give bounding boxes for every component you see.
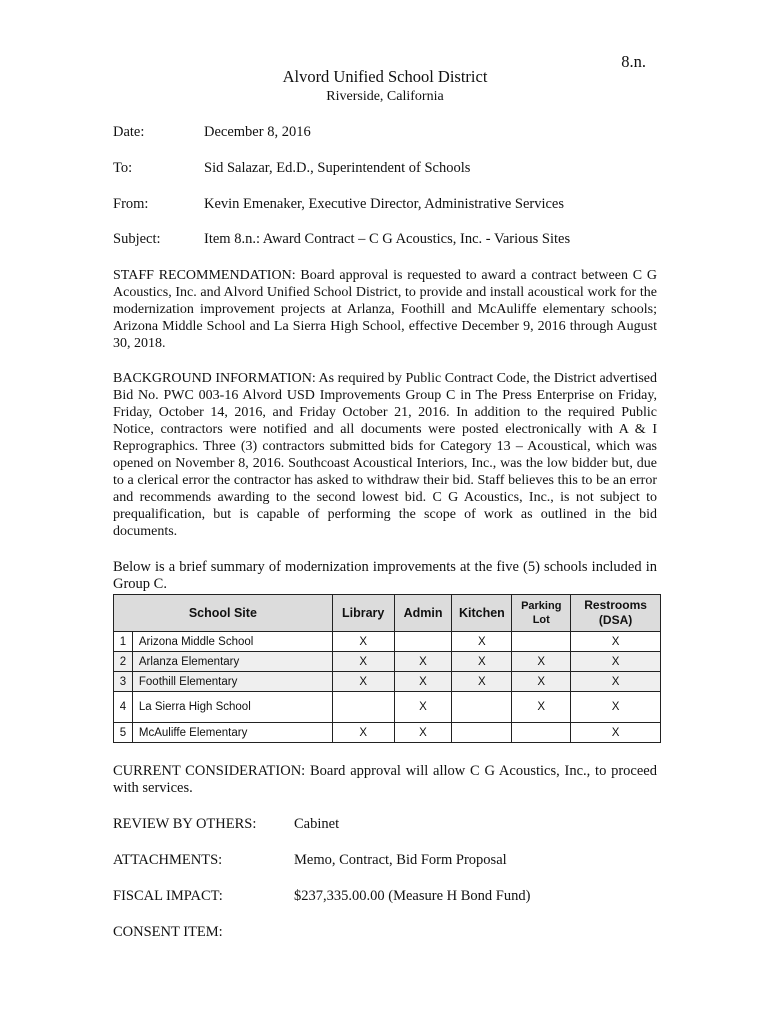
subject-value: Item 8.n.: Award Contract – C G Acoustics, Inc. - Various Sites [204,231,571,247]
library-mark: X [332,652,394,672]
school-site: Arlanza Elementary [132,652,332,672]
parking-mark [512,632,571,652]
kitchen-mark [452,692,512,723]
restrooms-mark: X [571,652,661,672]
table-row [114,692,661,723]
attachments-label: ATTACHMENTS: [113,852,223,868]
kitchen-mark [452,723,512,743]
kitchen-mark: X [452,672,512,692]
school-site: Foothill Elementary [132,672,332,692]
from-label: From: [113,196,149,212]
parking-mark [512,723,571,743]
library-mark: X [332,672,394,692]
header-school-site: School Site [114,595,333,632]
district-name: Alvord Unified School District [282,67,488,86]
header-restrooms [571,595,661,632]
fiscal-impact-value: $237,335.00.00 (Measure H Bond Fund) [294,888,531,904]
header-parking-line1: Parking [521,600,562,612]
school-site: McAuliffe Elementary [132,723,332,743]
restrooms-mark: X [571,723,661,743]
admin-mark: X [394,672,452,692]
table-row [114,672,661,692]
admin-mark: X [394,723,452,743]
row-number: 1 [114,632,133,652]
date-label: Date: [113,124,145,140]
header-parking-line2: Lot [532,614,550,626]
row-number: 2 [114,652,133,672]
from-value: Kevin Emenaker, Executive Director, Administrative Services [204,196,565,212]
parking-mark: X [512,652,571,672]
table-header-row [114,595,661,632]
table-row [114,723,661,743]
header-admin: Admin [394,595,452,632]
table-row [114,632,661,652]
item-number: 8.n. [621,52,646,71]
kitchen-mark: X [452,652,512,672]
staff-recommendation: STAFF RECOMMENDATION: Board approval is requested to award a contract between C G Acoustics, Inc. and Alvord Unified School District, to provide and install acoustical work for the modernization improvement projects at Arlanza, Foothill and McAuliffe elementary schools; Arizona Middle School and La Sierra High School, effective December 9, 2016 through August 30, 2018. [113,268,657,351]
restrooms-mark: X [571,692,661,723]
review-value: Cabinet [294,816,340,832]
review-label: REVIEW BY OTHERS: [113,816,257,832]
subject-label: Subject: [113,231,161,247]
admin-mark: X [394,652,452,672]
school-site: Arizona Middle School [132,632,332,652]
restrooms-mark: X [571,632,661,652]
admin-mark [394,632,452,652]
current-consideration: CURRENT CONSIDERATION: Board approval will allow C G Acoustics, Inc., to proceed with services. [113,763,657,796]
header-library: Library [332,595,394,632]
attachments-value: Memo, Contract, Bid Form Proposal [294,852,507,868]
row-number: 5 [114,723,133,743]
school-site: La Sierra High School [132,692,332,723]
row-number: 3 [114,672,133,692]
header-parking-lot [512,595,571,632]
background-information: BACKGROUND INFORMATION: As required by Public Contract Code, the District advertised Bid No. PWC 003-16 Alvord USD Improvements Group C in The Press Enterprise on Friday, Friday, October 14, 2016, and Friday October 21, 2016. In addition to the required Public Notice, contractors were notified and all documents were posted electronically with A & I Reprographics. Three (3) contractors submitted bids for Category 13 – Acoustical, which was opened on November 8, 2016. Southcoast Acoustical Interiors, Inc., was the low bidder but, due to a clerical error the contractor has asked to withdraw their bid. Staff believes this to be an error and recommends awarding to the second lowest bid. C G Acoustics, Inc., is not subject to prequalification, but is capable of performing the scope of work as outlined in the bid documents. [113,371,657,539]
fiscal-impact-label: FISCAL IMPACT: [113,888,223,904]
summary-intro: Below is a brief summary of modernization improvements at the five (5) schools included in Group C. [113,559,657,592]
parking-mark: X [512,672,571,692]
to-label: To: [113,160,133,176]
row-number: 4 [114,692,133,723]
restrooms-mark: X [571,672,661,692]
admin-mark: X [394,692,452,723]
header-restrooms-line2: (DSA) [598,613,633,627]
header-restrooms-line1: Restrooms [584,598,647,612]
library-mark [332,692,394,723]
improvements-table [113,594,661,743]
library-mark: X [332,632,394,652]
table-row [114,652,661,672]
parking-mark: X [512,692,571,723]
date-value: December 8, 2016 [204,124,311,140]
library-mark: X [332,723,394,743]
district-location: Riverside, California [326,89,444,104]
kitchen-mark: X [452,632,512,652]
to-value: Sid Salazar, Ed.D., Superintendent of Schools [204,160,471,176]
consent-item-label: CONSENT ITEM: [113,924,223,940]
header-kitchen: Kitchen [452,595,512,632]
